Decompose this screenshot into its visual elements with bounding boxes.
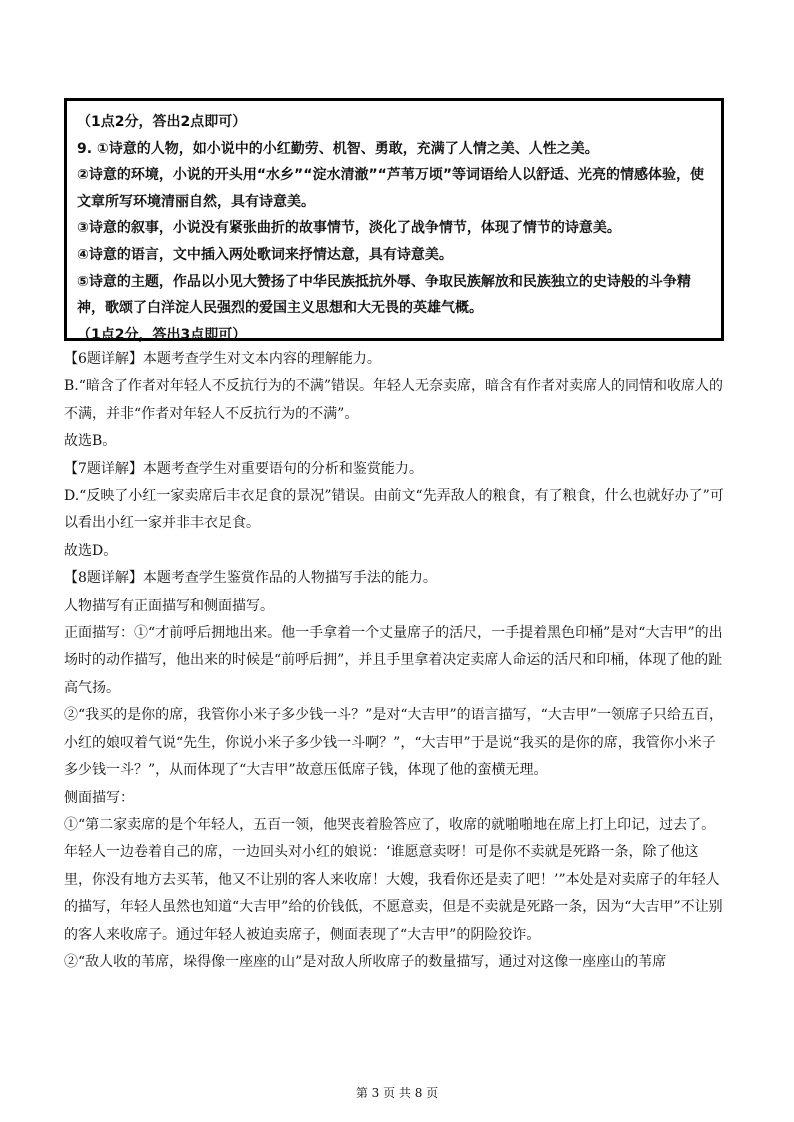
q9-point-2: ②诗意的环境，小说的开头用“水乡”“淀水清澈”“芦苇万顷”等词语给人以舒适、光亮的情感体验，使文章所写环境清丽自然，具有诗意美。 — [77, 167, 705, 210]
q9-point-4: ④诗意的语言，文中插入两处歌词来抒情达意，具有诗意美。 — [77, 246, 453, 263]
q9-point-5: ⑤诗意的主题，作品以小见大赞扬了中华民族抵抗外辱、争取民族解放和民族独立的史诗般的斗争精神，歌颂了白洋淀人民强烈的爱国主义思想和大无畏的英雄气概。 — [77, 273, 691, 317]
q9-point-1: 9. ①诗意的人物，如小说中的小红勤劳、机智、勇敢，充满了人情之美、人性之美。 — [77, 140, 599, 157]
q7-heading: 【7题详解】本题考查学生对重要语句的分析和鉴赏能力。 — [64, 460, 423, 477]
q8-direct-2: ②“我买的是你的席，我管你小米子多少钱一斗？”是对“大吉甲”的语言描写，“大吉甲”一领席子只给五百，小红的娘叹着气说“先生，你说小米子多少钱一斗啊？”，“大吉甲”于是说“我买的是你的席，我管你小米子多少钱一斗？”，从而体现了“大吉甲”故意压低席子钱，体现了他的蛮横无理。 — [64, 707, 723, 779]
answer-box — [64, 98, 724, 341]
q8-direct-1: 正面描写：①“才前呼后拥地出来。他一手拿着一个丈量席子的活尺，一手提着黑色印桶”是对“大吉甲”的出场时的动作描写，他出来的时候是“前呼后拥”，并且手里拿着决定卖席人命运的活尺和印桶，体现了他的趾高气扬。 — [64, 625, 723, 696]
q8-intro: 人物描写有正面描写和侧面描写。 — [64, 597, 274, 614]
q8-indirect-2: ②“敌人收的苇席，垛得像一座座的山”是对敌人所收席子的数量描写，通过对这像一座座山的苇席 — [64, 953, 667, 970]
q8-indirect-heading: 侧面描写： — [64, 789, 134, 806]
answer-note-1: （1点2分，答出2点即可） — [77, 114, 247, 130]
q8-indirect-1: ①“第二家卖席的是个年轻人，五百一领，他哭丧着脸答应了，收席的就啪啪地在席上打上印记，过去了。年轻人一边卷着自己的席，一边回头对小红的娘说：‘谁愿意卖呀！可是你不卖就是死路一条，除了他这里，你没有地方去买苇，他又不让别的客人来收席！大嫂，我看你还是卖了吧！’”本处是对卖席子的年轻人的描写，年轻人虽然也知道“大吉甲”给的价钱低，不愿意卖，但是不卖就是死路一条，因为“大吉甲”不让别的客人来收席子。通过年轻人被迫卖席子，侧面表现了“大吉甲”的阴险狡诈。 — [64, 816, 723, 943]
explanation-body — [64, 346, 726, 976]
q6-heading: 【6题详解】本题考查学生对文本内容的理解能力。 — [64, 351, 381, 367]
page-footer: 第 3 页 共 8 页 — [355, 1086, 439, 1100]
q8-heading: 【8题详解】本题考查学生鉴赏作品的人物描写手法的能力。 — [64, 570, 437, 587]
q9-point-3: ③诗意的叙事，小说没有紧张曲折的故事情节，淡化了战争情节，体现了情节的诗意美。 — [77, 220, 621, 237]
answer-note-2: （1点2分，答出3点即可） — [77, 326, 247, 343]
q6-answer: 故选B。 — [64, 433, 117, 450]
q7-answer: 故选D。 — [64, 542, 118, 559]
q7-explanation: D.“反映了小红一家卖席后丰衣足食的景况”错误。由前文“先弄敌人的粮食，有了粮食，什么也就好办了”可以看出小红一家并非丰衣足食。 — [64, 488, 724, 532]
q6-explanation: B.“暗含了作者对年轻人不反抗行为的不满”错误。年轻人无奈卖席，暗含有作者对卖席人的同情和收席人的不满，并非“作者对年轻人不反抗行为的不满”。 — [64, 378, 724, 422]
